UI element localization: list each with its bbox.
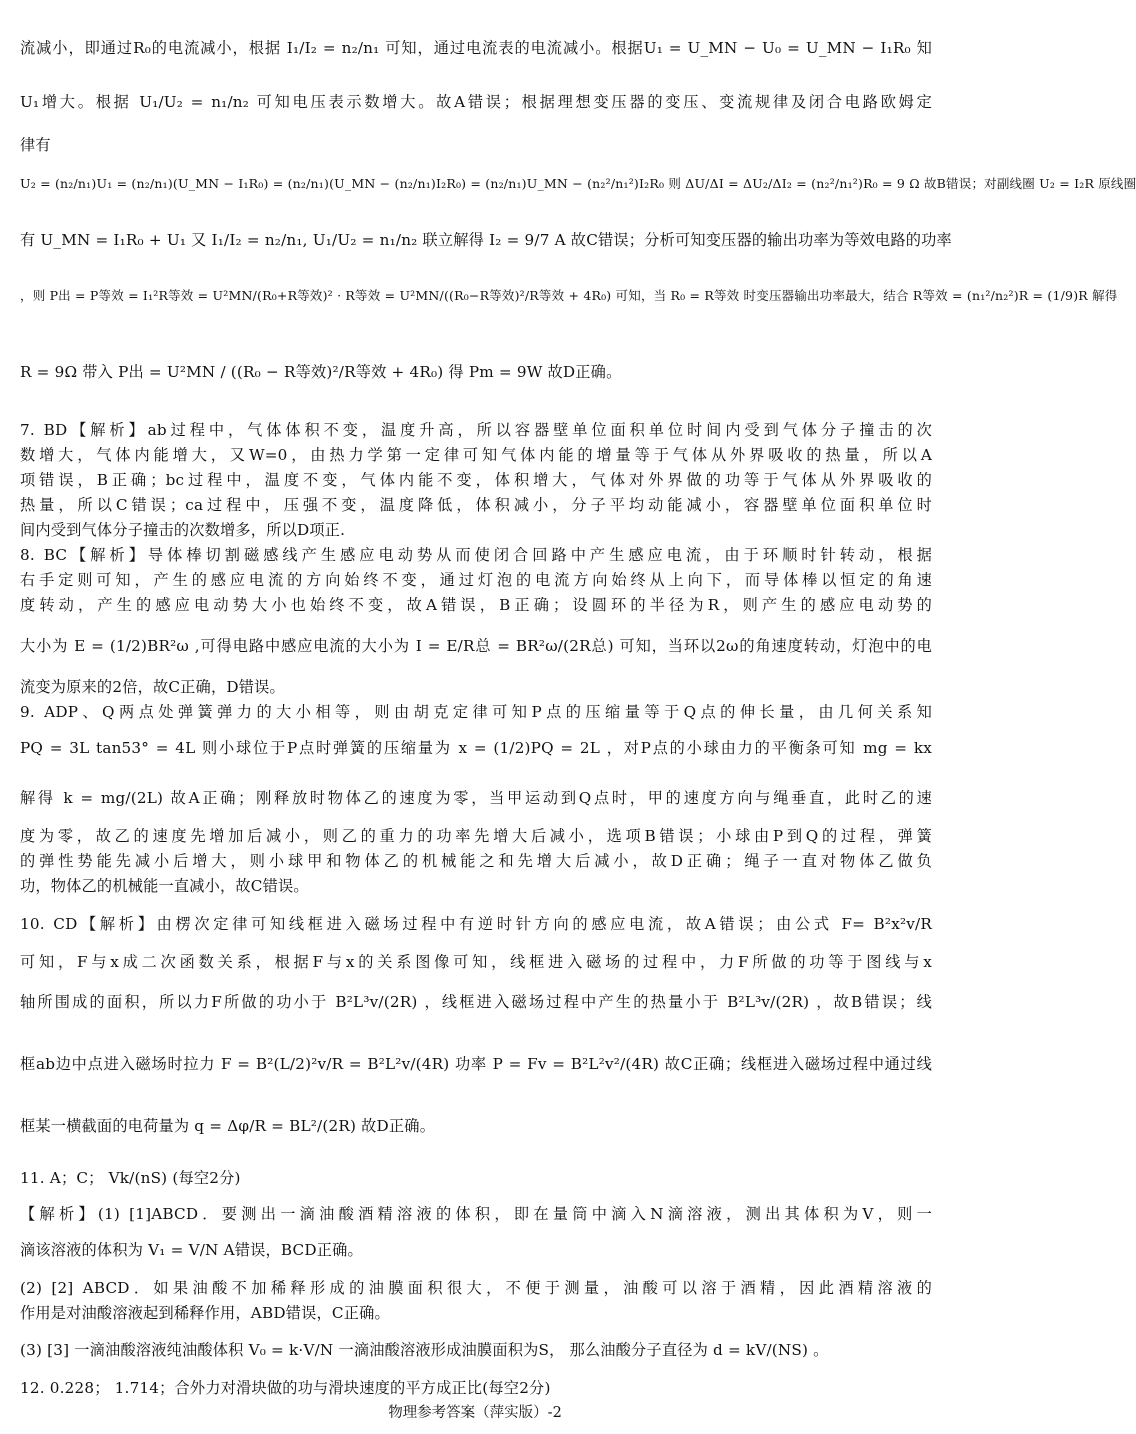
- text-line: 7. BD【解析】ab过程中，气体体积不变，温度升高，所以容器壁单位面积单位时间内受到气体分子撞击的次: [20, 421, 932, 439]
- text-line: 右手定则可知，产生的感应电流的方向始终不变，通过灯泡的电流方向始终从上向下，而导体棒以恒定的角速: [20, 571, 932, 589]
- text-line: 的弹性势能先减小后增大，则小球甲和物体乙的机械能之和先增大后减小，故D正确；绳子一直对物体乙做负: [20, 852, 932, 870]
- text-line: 大小为 E = (1/2)BR²ω ,可得电路中感应电流的大小为 I = E/R总 = BR²ω/(2R总) 可知，当环以2ω的角速度转动，灯泡中的电: [20, 637, 932, 655]
- text-line: (2) [2] ABCD．如果油酸不加稀释形成的油膜面积很大，不便于测量，油酸可以溶于酒精，因此酒精溶液的: [20, 1279, 932, 1297]
- text-line: 可知，F与x成二次函数关系，根据F与x的关系图像可知，线框进入磁场的过程中，力F所做的功等于图线与x: [20, 953, 932, 971]
- text-line: 间内受到气体分子撞击的次数增多，所以D项正.: [20, 521, 346, 539]
- page-footer: 物理参考答案（萍实版）-2: [388, 1405, 562, 1421]
- text-line: R = 9Ω 带入 P出 = U²MN / ((R₀ − R等效)²/R等效 + 4R₀) 得 Pm = 9W 故D正确。: [20, 363, 622, 381]
- text-line: 解得 k = mg/(2L) 故A正确；刚释放时物体乙的速度为零，当甲运动到Q点时，甲的速度方向与绳垂直，此时乙的速: [20, 789, 932, 807]
- text-line: 轴所围成的面积，所以力F所做的功小于 B²L³v/(2R) ，线框进入磁场过程中产生的热量小于 B²L³v/(2R) ，故B错误；线: [20, 993, 932, 1011]
- text-line: 数增大，气体内能增大，又W=0，由热力学第一定律可知气体内能的增量等于气体从外界吸收的热量，所以A: [20, 446, 932, 464]
- text-line: 流变为原来的2倍，故C正确，D错误。: [20, 678, 285, 696]
- text-line: 滴该溶液的体积为 V₁ = V/N A错误，BCD正确。: [20, 1241, 363, 1259]
- text-line: (3) [3] 一滴油酸溶液纯油酸体积 V₀ = k·V/N 一滴油酸溶液形成油膜面积为S， 那么油酸分子直径为 d = kV/(NS) 。: [20, 1341, 829, 1359]
- text-line: U₁增大。根据 U₁/U₂ = n₁/n₂ 可知电压表示数增大。故A错误；根据理想变压器的变压、变流规律及闭合电路欧姆定: [20, 93, 932, 111]
- text-line: 11. A；C； Vk/(nS) (每空2分): [20, 1169, 241, 1187]
- text-line: 框某一横截面的电荷量为 q = Δφ/R = BL²/(2R) 故D正确。: [20, 1117, 436, 1135]
- text-line: 功，物体乙的机械能一直减小，故C错误。: [20, 877, 309, 895]
- text-line: 度转动，产生的感应电动势大小也始终不变，故A错误，B正确；设圆环的半径为R，则产生的感应电动势的: [20, 596, 932, 614]
- text-line: 项错误，B正确；bc过程中，温度不变，气体内能不变，体积增大，气体对外界做的功等于气体从外界吸收的: [20, 471, 932, 489]
- text-line: 有 U_MN = I₁R₀ + U₁ 又 I₁/I₂ = n₂/n₁, U₁/U₂ = n₁/n₂ 联立解得 I₂ = 9/7 A 故C错误；分析可知变压器的输出功率为等效电路的功率: [20, 231, 952, 249]
- text-line: 8. BC【解析】导体棒切割磁感线产生感应电动势从而使闭合回路中产生感应电流，由于环顺时针转动，根据: [20, 546, 932, 564]
- text-line: 9. ADP、Q两点处弹簧弹力的大小相等，则由胡克定律可知P点的压缩量等于Q点的伸长量，由几何关系知: [20, 703, 932, 721]
- text-line: 12. 0.228； 1.714；合外力对滑块做的功与滑块速度的平方成正比(每空2分): [20, 1379, 551, 1397]
- text-line: 度为零，故乙的速度先增加后减小，则乙的重力的功率先增大后减小，选项B错误；小球由P到Q的过程，弹簧: [20, 827, 932, 845]
- text-line: 律有: [20, 136, 51, 154]
- text-line: 流减小，即通过R₀的电流减小，根据 I₁/I₂ = n₂/n₁ 可知，通过电流表的电流减小。根据U₁ = U_MN − U₀ = U_MN − I₁R₀ 知: [20, 39, 932, 57]
- text-line: 热量，所以C错误；ca过程中，压强不变，温度降低，体积减小，分子平均动能减小，容器壁单位面积单位时: [20, 496, 932, 514]
- text-line: 框ab边中点进入磁场时拉力 F = B²(L/2)²v/R = B²L²v/(4R) 功率 P = Fv = B²L²v²/(4R) 故C正确；线框进入磁场过程中通过线: [20, 1055, 932, 1073]
- text-line: U₂ = (n₂/n₁)U₁ = (n₂/n₁)(U_MN − I₁R₀) = (n₂/n₁)(U_MN − (n₂/n₁)I₂R₀) = (n₂/n₁)U_MN − (n₂²/n₁²)I₂R₀ 则 ΔU/ΔI = ΔU₂/ΔI₂ = (n₂²/n₁²)R₀ = 9 Ω 故B错误；对副线圈 U₂ = I₂R 原线圈: [20, 176, 1136, 191]
- text-line: 10. CD【解析】由楞次定律可知线框进入磁场过程中有逆时针方向的感应电流，故A错误；由公式 F= B²x²v/R: [20, 915, 932, 933]
- text-line: 【解析】(1) [1]ABCD．要测出一滴油酸酒精溶液的体积，即在量筒中滴入N滴溶液，测出其体积为V，则一: [20, 1205, 932, 1223]
- text-line: PQ = 3L tan53° = 4L 则小球位于P点时弹簧的压缩量为 x = (1/2)PQ = 2L ，对P点的小球由力的平衡条可知 mg = kx: [20, 739, 932, 757]
- text-line: ，则 P出 = P等效 = I₁²R等效 = U²MN/(R₀+R等效)² · R等效 = U²MN/((R₀−R等效)²/R等效 + 4R₀) 可知，当 R₀ = R等效 时变压器输出功率最大，结合 R等效 = (n₁²/n₂²)R = (1/9)R 解得: [20, 288, 1118, 303]
- text-line: 作用是对油酸溶液起到稀释作用，ABD错误，C正确。: [20, 1304, 390, 1322]
